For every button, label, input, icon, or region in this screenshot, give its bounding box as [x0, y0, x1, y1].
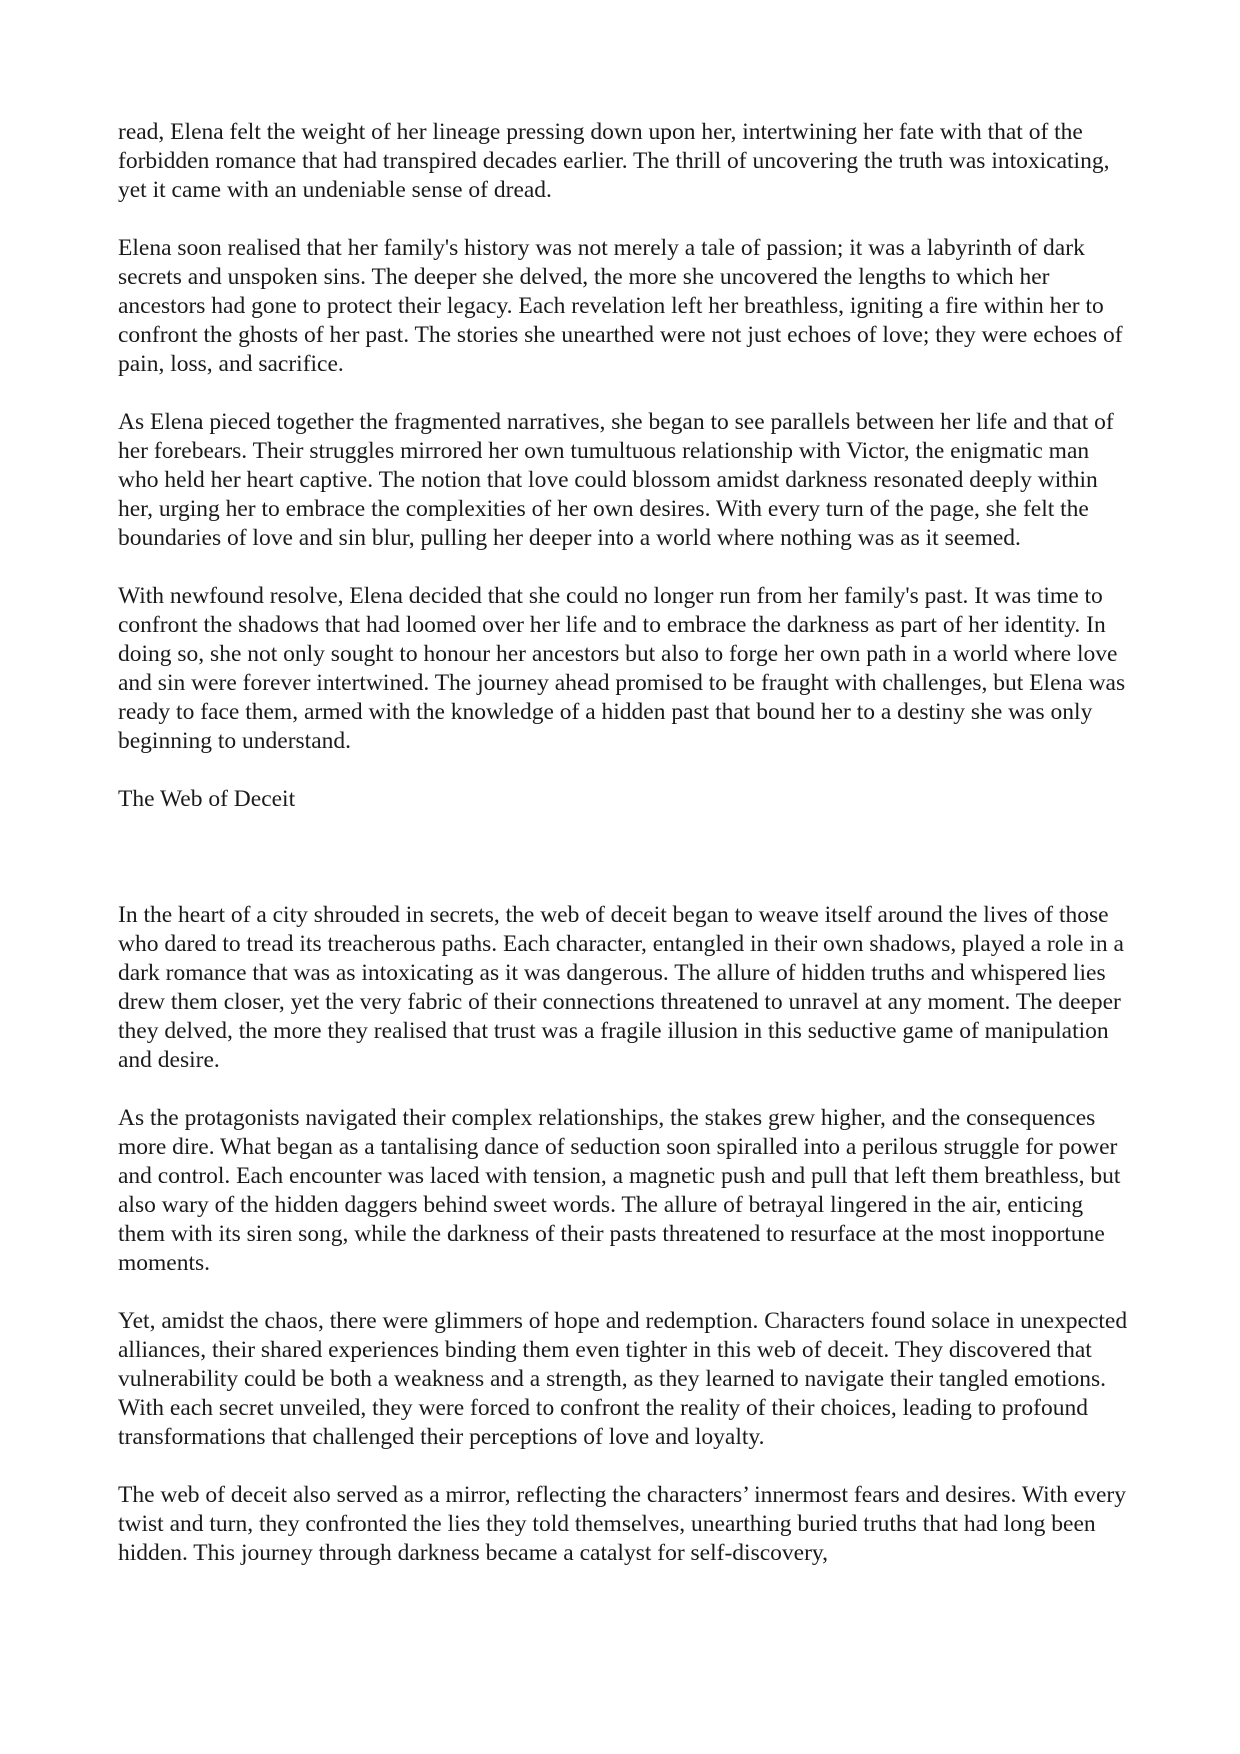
paragraph: read, Elena felt the weight of her lineage pressing down upon her, intertwining her fate with that of the forbidden romance that had transpired decades earlier. The thrill of uncovering the truth was intoxicating, yet it came with an undeniable sense of dread.	[118, 119, 1110, 203]
document-page	[118, 118, 1128, 1597]
paragraph: Elena soon realised that her family's history was not merely a tale of passion; it was a labyrinth of dark secrets and unspoken sins. The deeper she delved, the more she uncovered the lengths to which her ancestors had gone to protect their legacy. Each revelation left her breathless, igniting a fire within her to confront the ghosts of her past. The stories she unearthed were not just echoes of love; they were echoes of pain, loss, and sacrifice.	[118, 235, 1123, 377]
chapter-heading: The Web of Deceit	[118, 786, 296, 812]
paragraph: As Elena pieced together the fragmented narratives, she began to see parallels between her life and that of her forebears. Their struggles mirrored her own tumultuous relationship with Victor, the enigmatic man who held her heart captive. The notion that love could blossom amidst darkness resonated deeply within her, urging her to embrace the complexities of her own desires. With every turn of the page, she felt the boundaries of love and sin blur, pulling her deeper into a world where nothing was as it seemed.	[118, 409, 1114, 551]
paragraph: The web of deceit also served as a mirror, reflecting the characters’ innermost fears and desires. With every twist and turn, they confronted the lies they told themselves, unearthing buried truths that had long been hidden. This journey through darkness became a catalyst for self-discovery,	[118, 1482, 1126, 1566]
paragraph: In the heart of a city shrouded in secrets, the web of deceit began to weave itself around the lives of those who dared to tread its treacherous paths. Each character, entangled in their own shadows, played a role in a dark romance that was as intoxicating as it was dangerous. The allure of hidden truths and whispered lies drew them closer, yet the very fabric of their connections threatened to unravel at any moment. The deeper they delved, the more they realised that trust was a fragile illusion in this seductive game of manipulation and desire.	[118, 902, 1124, 1073]
paragraph: Yet, amidst the chaos, there were glimmers of hope and redemption. Characters found solace in unexpected alliances, their shared experiences binding them even tighter in this web of deceit. They discovered that vulnerability could be both a weakness and a strength, as they learned to navigate their tangled emotions. With each secret unveiled, they were forced to confront the reality of their choices, leading to profound transformations that challenged their perceptions of love and loyalty.	[118, 1308, 1128, 1450]
section-spacer	[118, 843, 1128, 901]
paragraph: As the protagonists navigated their complex relationships, the stakes grew higher, and the consequences more dire. What began as a tantalising dance of seduction soon spiralled into a perilous struggle for power and control. Each encounter was laced with tension, a magnetic push and pull that left them breathless, but also wary of the hidden daggers behind sweet words. The allure of betrayal lingered in the air, enticing them with its siren song, while the darkness of their pasts threatened to resurface at the most inopportune moments.	[118, 1105, 1121, 1276]
paragraph: With newfound resolve, Elena decided that she could no longer run from her family's past. It was time to confront the shadows that had loomed over her life and to embrace the darkness as part of her identity. In doing so, she not only sought to honour her ancestors but also to forge her own path in a world where love and sin were forever intertwined. The journey ahead promised to be fraught with challenges, but Elena was ready to face them, armed with the knowledge of a hidden past that bound her to a destiny she was only beginning to understand.	[118, 583, 1126, 754]
